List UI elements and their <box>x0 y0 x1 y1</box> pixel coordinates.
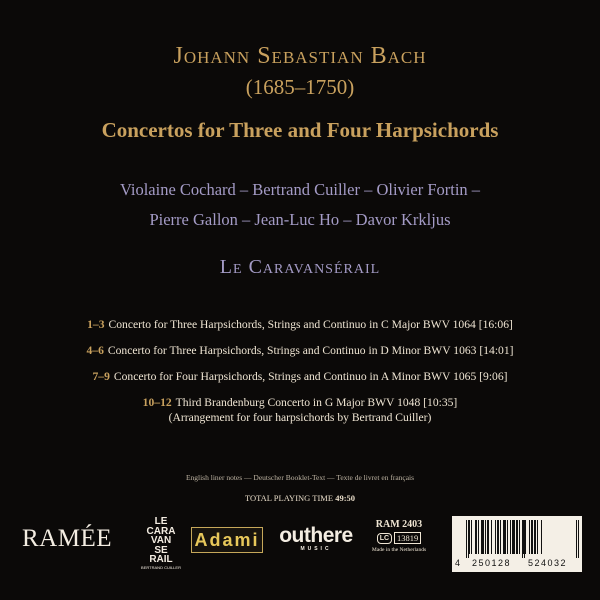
barcode-bar <box>534 520 536 554</box>
barcode-guard-bar <box>524 520 525 558</box>
barcode-bar <box>491 520 492 554</box>
caravanserail-logo-line: CARA <box>146 525 176 537</box>
track-number: 1–3 <box>87 318 105 331</box>
barcode-guard-bar <box>576 520 577 558</box>
ensemble-name: Le Caravansérail <box>219 256 381 278</box>
total-time-value: 49:50 <box>335 493 356 503</box>
caravanserail-logo-line: RAIL <box>149 554 173 565</box>
barcode-bar <box>487 520 489 554</box>
performers-line-2: Pierre Gallon – Jean-Luc Ho – Davor Krkljus <box>149 210 451 229</box>
barcode-bar <box>478 520 479 554</box>
composer-name: Johann Sebastian Bach <box>173 43 427 69</box>
barcode-bar <box>495 520 496 554</box>
barcode-bar <box>500 520 501 554</box>
track-number: 10–12 <box>142 396 172 409</box>
made-in-text: Made in the Netherlands <box>371 547 427 553</box>
album-title: Concertos for Three and Four Harpsichords <box>101 118 499 142</box>
track-number: 7–9 <box>92 370 110 383</box>
barcode-guard-bar <box>522 520 523 558</box>
barcode-bar <box>485 520 486 554</box>
lc-icon: LC <box>377 533 392 544</box>
barcode-bar <box>497 520 499 554</box>
barcode-bars <box>452 516 582 558</box>
track-item <box>0 318 600 331</box>
composer-dates: (1685–1750) <box>245 75 355 99</box>
caravanserail-logo-line: VAN <box>150 535 172 546</box>
barcode-guard-bar <box>468 520 469 558</box>
barcode-bar <box>529 520 530 554</box>
track-title: Concerto for Four Harpsichords, Strings and Continuo in A Minor BWV 1065 [9:06] <box>113 370 508 383</box>
track-item <box>0 396 600 409</box>
track-item <box>0 344 600 357</box>
caravanserail-logo <box>140 517 182 571</box>
barcode-bar <box>475 520 477 554</box>
barcode-guard-bar <box>466 520 467 558</box>
outhere-music-logo <box>276 526 356 552</box>
barcode-bar <box>519 520 520 554</box>
barcode-left-digits: 250128 <box>472 558 512 568</box>
barcode-bar <box>471 520 472 554</box>
barcode-bar <box>525 520 526 554</box>
total-playing-time <box>0 493 600 503</box>
catalog-number: RAM 2403 <box>375 519 423 530</box>
barcode-lead-digit: 4 <box>455 558 461 568</box>
caravanserail-logo-sub: BERTRAND CUILLER <box>141 564 181 570</box>
barcode <box>452 516 582 572</box>
label-code <box>366 532 432 544</box>
caravanserail-logo-line: LE <box>154 516 168 527</box>
adami-logo: Adami <box>191 527 263 553</box>
lc-number: 13819 <box>394 532 421 544</box>
barcode-bar <box>531 520 533 554</box>
barcode-guard-bar <box>578 520 579 558</box>
performers-line-1: Violaine Cochard – Bertrand Cuiller – Olivier Fortin – <box>119 180 481 199</box>
barcode-bar <box>512 520 515 554</box>
barcode-bar <box>516 520 518 554</box>
barcode-bar <box>507 520 508 554</box>
total-time-label: TOTAL PLAYING TIME <box>244 493 334 503</box>
track-arrangement-note: (Arrangement for four harpsichords by Bertrand Cuiller) <box>168 411 432 424</box>
barcode-right-digits: 524032 <box>528 558 568 568</box>
caravanserail-logo-line: SE <box>154 544 168 556</box>
barcode-bar <box>541 520 542 554</box>
outhere-logo-sub: MUSIC <box>300 546 332 552</box>
liner-notes-languages: English liner notes — Deutscher Booklet-Text — Texte de livret en français <box>185 473 415 482</box>
track-title: Third Brandenburg Concerto in G Major BWV 1048 [10:35] <box>175 396 458 409</box>
ramee-logo: RAMÉE <box>22 525 112 552</box>
track-number: 4–6 <box>86 344 104 357</box>
barcode-bar <box>510 520 511 554</box>
track-item <box>0 370 600 383</box>
barcode-bar <box>503 520 506 554</box>
barcode-bar <box>537 520 538 554</box>
outhere-logo-text: outhere <box>279 524 353 547</box>
barcode-bar <box>481 520 484 554</box>
catalog-block <box>366 519 432 553</box>
track-title: Concerto for Three Harpsichords, Strings and Continuo in D Minor BWV 1063 [14:01] <box>107 344 514 357</box>
track-title: Concerto for Three Harpsichords, Strings and Continuo in C Major BWV 1064 [16:06] <box>108 318 513 331</box>
